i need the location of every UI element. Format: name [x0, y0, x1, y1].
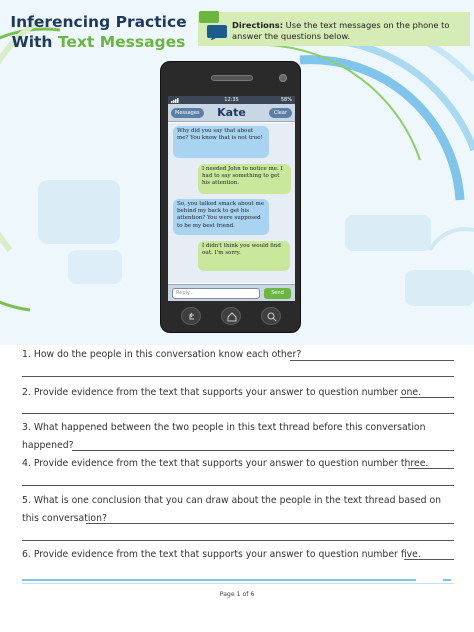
question-2: 2. Provide evidence from the text that supports your answer to question number one.: [22, 387, 422, 398]
directions-text: [232, 20, 468, 41]
home-icon: [227, 312, 237, 322]
reply-bar: [168, 284, 295, 301]
message-bubble-incoming: So, you talked smack about me behind my back to get his attention? You were supposed to be my best friend.: [173, 199, 269, 235]
back-arrow-icon: [187, 312, 197, 322]
phone-search-button: [261, 307, 281, 325]
directions-body: Use the text messages on the phone to answer the questions below.: [232, 20, 450, 41]
answer-line[interactable]: [22, 376, 454, 377]
message-bubble-outgoing: I didn't think you would find out. I'm sorry.: [198, 241, 290, 271]
phone-camera: [279, 74, 287, 82]
answer-line[interactable]: [408, 468, 454, 469]
phone-back-button: [181, 307, 201, 325]
directions-label: Directions:: [232, 20, 284, 30]
question-5: 5. What is one conclusion that you can draw about the people in the text thread based on this conversation?: [22, 495, 442, 524]
phone-illustration: [160, 61, 301, 333]
answer-line[interactable]: [72, 450, 454, 451]
answer-line[interactable]: [22, 413, 454, 414]
send-button[interactable]: Send: [264, 288, 291, 299]
message-bubble-outgoing: I needed John to notice me. I had to say something to get his attention.: [198, 164, 291, 194]
status-time: 12:35: [224, 97, 239, 103]
answer-line[interactable]: [22, 485, 454, 486]
title-line-1: Inferencing Practice: [10, 13, 187, 31]
search-icon: [267, 312, 277, 322]
footer-rule-dash: [443, 579, 451, 581]
messages-back-button[interactable]: Messages: [171, 108, 204, 118]
page-title: [6, 12, 191, 52]
answer-line[interactable]: [22, 540, 454, 541]
title-line-2-prefix: With: [11, 33, 58, 51]
status-bar: [168, 96, 295, 104]
clear-button[interactable]: Clear: [269, 108, 292, 118]
answer-line[interactable]: [86, 523, 454, 524]
message-bubble-incoming: Why did you say that about me? You know that is not true!: [173, 126, 269, 158]
title-line-2: [6, 32, 191, 52]
message-thread: [168, 123, 295, 283]
chat-bubbles-icon: [198, 10, 228, 40]
question-3: 3. What happened between the two people in this text thread before this conversation happened?: [22, 422, 426, 451]
reply-input[interactable]: Reply...: [172, 288, 260, 299]
question-4: 4. Provide evidence from the text that supports your answer to question number three.: [22, 458, 429, 469]
question-1: 1. How do the people in this conversation know each other?: [22, 349, 302, 360]
answer-line[interactable]: [404, 559, 454, 560]
phone-screen: [168, 96, 295, 301]
phone-home-button: [221, 307, 241, 325]
footer-rule: [22, 579, 416, 581]
title-line-2-accent: Text Messages: [57, 33, 186, 51]
footer-rule-light: [22, 583, 454, 584]
contact-name: Kate: [217, 106, 246, 119]
phone-speaker: [211, 75, 253, 81]
page-number: Page 1 of 6: [219, 591, 255, 598]
conversation-header: [168, 104, 295, 122]
answer-line[interactable]: [290, 360, 454, 361]
question-6: 6. Provide evidence from the text that supports your answer to question number five.: [22, 549, 421, 560]
answer-line[interactable]: [400, 397, 454, 398]
status-battery: 58%: [280, 97, 292, 103]
